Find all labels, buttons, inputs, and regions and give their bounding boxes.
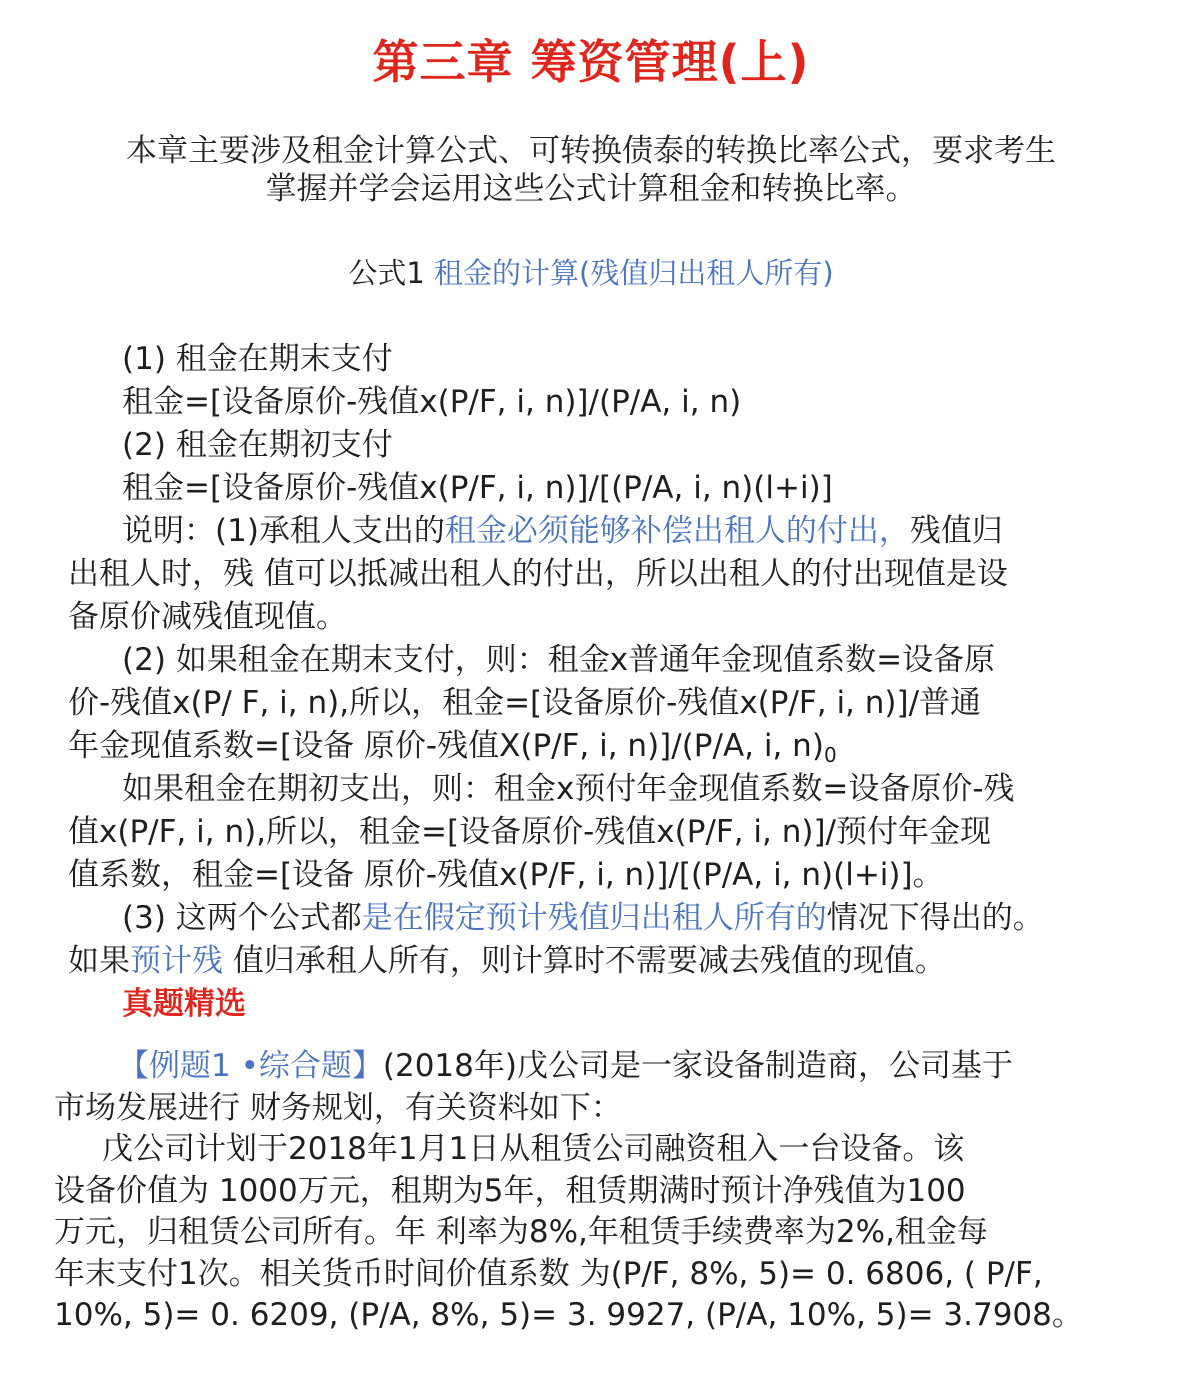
body-line: (2) 如果租金在期末支付，则：租金x普通年金现值系数=设备原 xyxy=(122,642,996,678)
example-text: (2018年)戊公司是一家设备制造商，公司基于 xyxy=(382,1048,1013,1084)
example-line: 万元，归租赁公司所有。年 利率为8%,年租赁手续费率为2%,租金每 xyxy=(54,1214,988,1250)
subscript-text: 0 xyxy=(823,743,837,767)
intro-line: 本章主要涉及租金计算公式、可转换债泰的转换比率公式，要求考生 xyxy=(126,133,1056,169)
body-line xyxy=(68,725,1068,768)
example-tag: 【例题1 •综合题】 xyxy=(118,1048,383,1084)
body-text: (3) 这两个公式都 xyxy=(122,900,362,936)
body-line xyxy=(68,940,1068,983)
highlight-text: 租金必须能够补偿出租人的付出， xyxy=(444,513,910,549)
body-line: 租金=[设备原价-残值x(P/F, i, n)]/(P/A, i, n) xyxy=(122,384,742,420)
body-line: 租金=[设备原价-残值x(P/F, i, n)]/[(P/A, i, n)(l+i)] xyxy=(122,470,833,506)
body-line: 值系数，租金=[设备 原价-残值x(P/F, i, n)]/[(P/A, i, n)(l+i)]。 xyxy=(68,857,944,893)
body-text: 残值归 xyxy=(909,513,1003,549)
formula-body xyxy=(68,338,1068,1026)
body-text: 情况下得出的。 xyxy=(826,900,1044,936)
formula-title: 租金的计算(残值归出租人所有) xyxy=(434,256,834,290)
body-line: 备原价减残值现值。 xyxy=(68,599,347,635)
body-text: 值归承租人所有，则计算时不需要减去残值的现值。 xyxy=(223,943,946,979)
body-line: 如果租金在期初支出，则：租金x预付年金现值系数=设备原价-残 xyxy=(122,771,1015,807)
intro-line: 掌握并学会运用这些公式计算租金和转换比率。 xyxy=(265,171,917,207)
body-line: 出租人时，残 值可以抵减出租人的付出，所以出租人的付出现值是设 xyxy=(68,556,1008,592)
formula-number: 公式1 xyxy=(348,256,435,290)
body-line: 价-残值x(P/ F, i, n),所以，租金=[设备原价-残值x(P/F, i, n)]/普通 xyxy=(68,685,982,721)
body-line: (2) 租金在期初支付 xyxy=(122,427,393,463)
example-line: 10%, 5)= 0. 6209, (P/A, 8%, 5)= 3. 9927, (P/A, 10%, 5)= 3.7908。 xyxy=(54,1297,1083,1333)
body-text: 年金现值系数=[设备 原价-残值X(P/F, i, n)]/(P/A, i, n) xyxy=(68,728,824,764)
formula-heading xyxy=(0,254,1182,292)
page-title: 第三章 筹资管理(上) xyxy=(372,35,810,89)
example-line: 市场发展进行 财务规划，有关资料如下： xyxy=(54,1089,622,1126)
highlight-text: 是在假定预计残值归出租人所有的 xyxy=(361,900,827,936)
body-line xyxy=(68,510,1068,553)
body-text: 如果 xyxy=(68,943,130,979)
highlight-text: 预计残 xyxy=(130,943,223,979)
example-line: 设备价值为 1000万元，租期为5年，租赁期满时预计净残值为100 xyxy=(54,1172,966,1209)
example-line: 戊公司计划于2018年1月1日从租赁公司融资租入一台设备。该 xyxy=(102,1131,965,1167)
example-block xyxy=(54,1046,1083,1337)
body-line xyxy=(68,897,1068,940)
example-line xyxy=(54,1046,1064,1088)
section-heading: 真题精选 xyxy=(122,986,246,1022)
body-line: (1) 租金在期末支付 xyxy=(122,341,393,377)
body-text: 说明：(1)承租人支出的 xyxy=(122,513,445,549)
body-line: 值x(P/F, i, n),所以，租金=[设备原价-残值x(P/F, i, n)]/预付年金现 xyxy=(68,814,992,850)
example-line: 年末支付1次。相关货币时间价值系数 为(P/F, 8%, 5)= 0. 6806, ( P/F, xyxy=(54,1255,1043,1292)
intro-paragraph xyxy=(60,132,1122,208)
